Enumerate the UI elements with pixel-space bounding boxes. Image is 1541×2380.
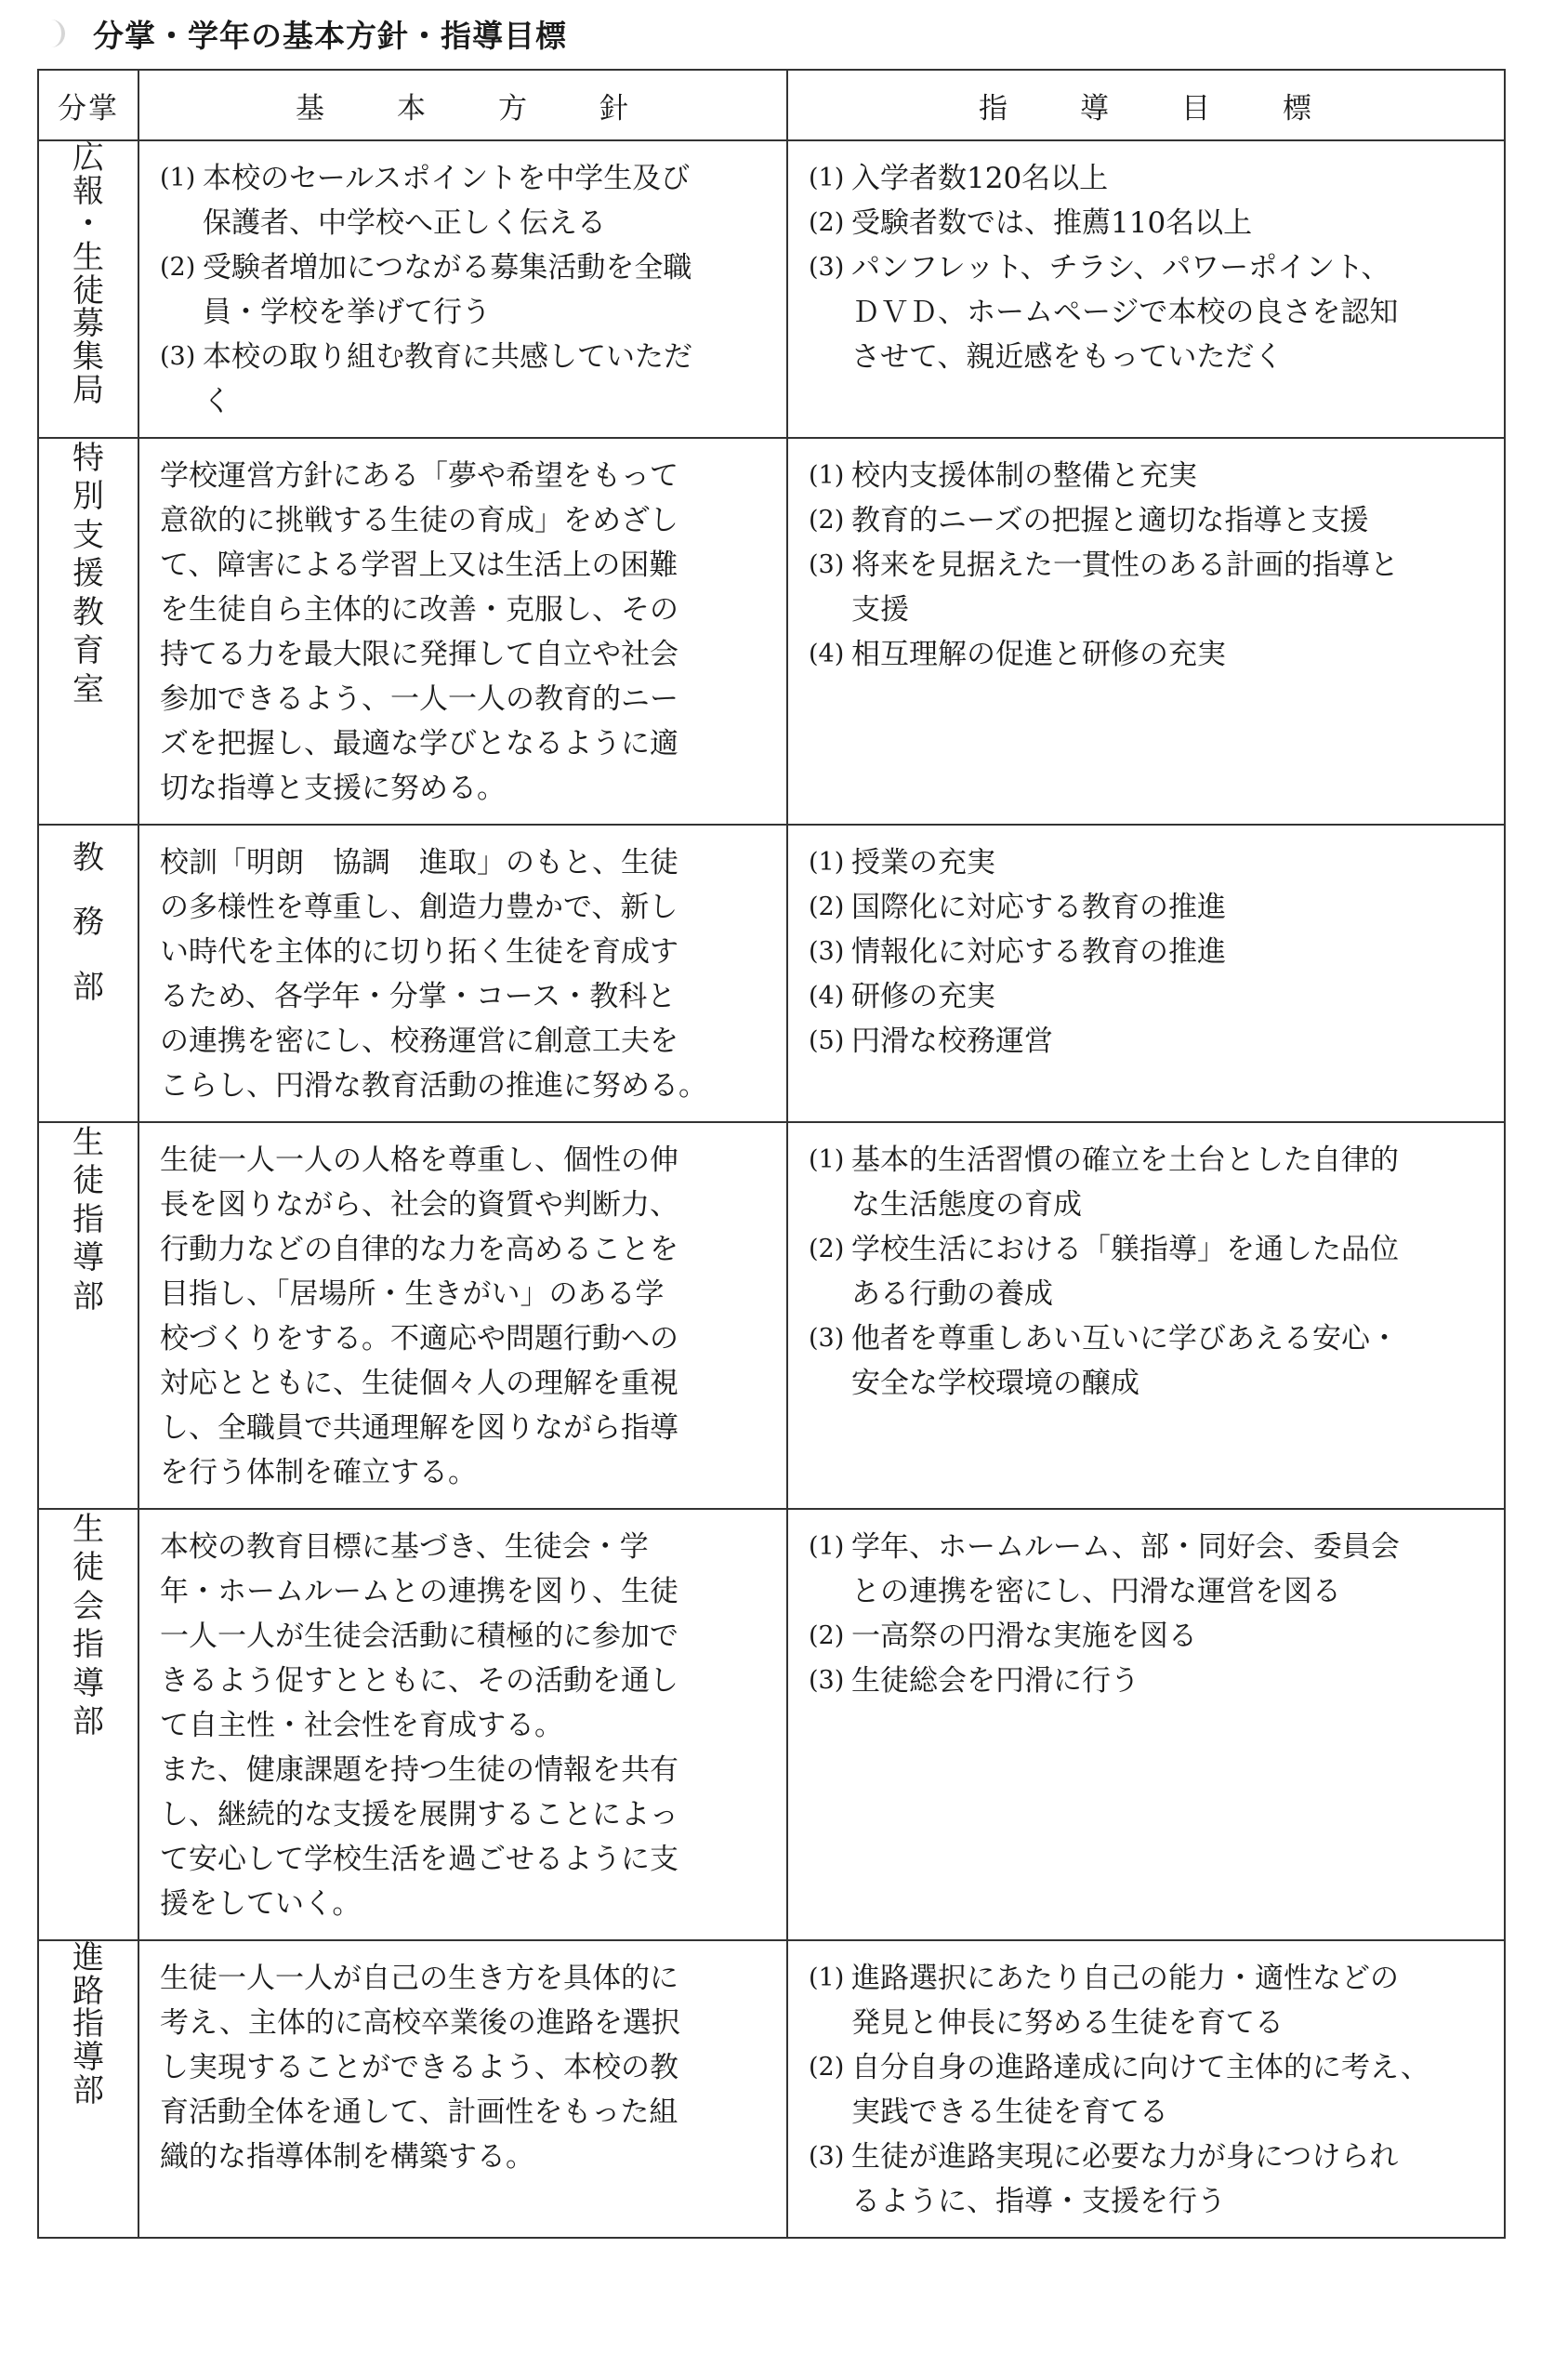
item-line: 情報化に対応する教育の推進 xyxy=(851,935,1226,969)
page-heading xyxy=(37,6,567,61)
dept-char: ・ xyxy=(72,205,104,244)
policy-line: 校づくりをする。不適応や問題行動への xyxy=(160,1322,678,1355)
item-text xyxy=(851,156,1487,201)
dept-char: 生 xyxy=(72,1124,104,1161)
dept-char: 路 xyxy=(72,1972,104,2010)
policy-cell xyxy=(138,1940,787,2238)
policy-line: こらし、円滑な教育活動の推進に努める。 xyxy=(160,1069,707,1103)
item-text xyxy=(851,885,1487,930)
dept-char: 指 xyxy=(72,2005,104,2043)
item-text xyxy=(851,1019,1487,1064)
goal-item xyxy=(809,1614,1487,1659)
goal-item xyxy=(809,1659,1487,1703)
dept-char: 導 xyxy=(72,1664,104,1702)
dept-name xyxy=(72,440,104,709)
goal-item xyxy=(809,1019,1487,1064)
dept-char: 支 xyxy=(72,516,104,554)
item-number: (3) xyxy=(809,1324,845,1353)
item-number: (3) xyxy=(809,2142,845,2171)
item-text xyxy=(851,454,1487,498)
item-number: (3) xyxy=(809,937,845,966)
item-text xyxy=(851,1138,1487,1227)
item-number: (1) xyxy=(809,1964,845,1992)
policy-item xyxy=(160,156,770,245)
dept-char: 徒 xyxy=(72,1549,104,1587)
item-number: (4) xyxy=(809,640,845,668)
item-number: (1) xyxy=(809,164,845,192)
item-line: 教育的ニーズの把握と適切な指導と支援 xyxy=(851,504,1369,537)
policy-cell xyxy=(138,438,787,825)
policy-line: 年・ホームルームとの連携を図り、生徒 xyxy=(160,1575,678,1608)
goal-item xyxy=(809,840,1487,885)
goal-cell xyxy=(787,1509,1505,1940)
policy-line: 本校の教育目標に基づき、生徒会・学 xyxy=(160,1530,649,1564)
item-line: ＤＶＤ、ホームページで本校の良さを認知 xyxy=(851,296,1399,329)
dept-char: 指 xyxy=(72,1626,104,1664)
dept-char: 導 xyxy=(72,2039,104,2077)
policy-line: 参加できるよう、一人一人の教育的ニー xyxy=(160,682,678,716)
dept-char: 部 xyxy=(72,1703,104,1741)
item-line: 生徒総会を円滑に行う xyxy=(851,1664,1139,1698)
item-number: (3) xyxy=(160,342,196,371)
item-line: ある行動の養成 xyxy=(851,1277,1053,1311)
dept-char: 生 xyxy=(72,1511,104,1548)
item-line: 相互理解の促進と研修の充実 xyxy=(851,638,1226,671)
dept-cell xyxy=(38,1940,138,2238)
policy-line: て安心して学校生活を過ごせるように支 xyxy=(160,1843,678,1876)
policy-line: 学校運営方針にある「夢や希望をもって xyxy=(160,459,678,493)
goal-item xyxy=(809,543,1487,632)
item-text xyxy=(851,1316,1487,1406)
item-line: 研修の充実 xyxy=(851,980,995,1013)
goal-cell xyxy=(787,825,1505,1122)
dept-char: 広 xyxy=(72,139,104,177)
dept-char: 教 xyxy=(72,593,104,631)
goal-item xyxy=(809,245,1487,379)
goal-cell xyxy=(787,1122,1505,1509)
item-number: (2) xyxy=(809,506,845,535)
item-text xyxy=(851,498,1487,543)
policy-line: 持てる力を最大限に発揮して自立や社会 xyxy=(160,638,678,671)
dept-char: 徒 xyxy=(72,1162,104,1200)
dept-cell xyxy=(38,825,138,1122)
page-title: 分掌・学年の基本方針・指導目標 xyxy=(93,17,567,54)
policy-line: 考え、主体的に高校卒業後の進路を選択 xyxy=(160,2006,680,2040)
item-number: (3) xyxy=(809,550,845,579)
item-line: な生活態度の育成 xyxy=(851,1188,1082,1222)
policy-line: 育活動全体を通して、計画性をもった組 xyxy=(160,2096,678,2129)
dept-char: 援 xyxy=(72,555,104,593)
item-line: 発見と伸長に努める生徒を育てる xyxy=(851,2006,1284,2040)
policy-line: 切な指導と支援に努める。 xyxy=(160,772,506,805)
goal-item xyxy=(809,156,1487,201)
item-line: 生徒が進路実現に必要な力が身につけられ xyxy=(851,2140,1399,2174)
item-number: (2) xyxy=(160,253,196,282)
item-number: (2) xyxy=(809,892,845,921)
dept-char: 特 xyxy=(72,440,104,477)
goal-cell xyxy=(787,140,1505,438)
item-line: 保護者、中学校へ正しく伝える xyxy=(203,206,606,240)
item-line: 将来を見据えた一貫性のある計画的指導と xyxy=(851,549,1399,582)
item-line: との連携を密にし、円滑な運営を図る xyxy=(851,1575,1341,1608)
item-line: 進路選択にあたり自己の能力・適性などの xyxy=(851,1962,1399,1995)
item-text xyxy=(203,156,770,245)
policy-line: 対応とともに、生徒個々人の理解を重視 xyxy=(160,1367,678,1400)
policy-line: い時代を主体的に切り拓く生徒を育成す xyxy=(160,935,678,969)
item-number: (5) xyxy=(809,1026,845,1055)
policy-cell xyxy=(138,1509,787,1940)
dept-char: 育 xyxy=(72,632,104,670)
goal-item xyxy=(809,2045,1487,2135)
dept-char: 進 xyxy=(72,1939,104,1977)
policy-line: を生徒自ら主体的に改善・克服し、その xyxy=(160,593,678,627)
policy-line: また、健康課題を持つ生徒の情報を共有 xyxy=(160,1753,678,1787)
item-text xyxy=(851,1659,1487,1703)
policy-line: し、継続的な支援を展開することによっ xyxy=(160,1798,678,1831)
item-line: 員・学校を挙げて行う xyxy=(203,296,491,329)
policy-line: 生徒一人一人の人格を尊重し、個性の伸 xyxy=(160,1144,678,1177)
policy-line: て自主性・社会性を育成する。 xyxy=(160,1709,563,1742)
goal-item xyxy=(809,1227,1487,1316)
dept-char: 部 xyxy=(72,2071,104,2109)
dept-char: 報 xyxy=(72,172,104,210)
dept-char: 集 xyxy=(72,338,104,377)
item-line: 受験者数では、推薦110名以上 xyxy=(851,206,1253,240)
item-line: 校内支援体制の整備と充実 xyxy=(851,459,1197,493)
policy-line: 目指し、「居場所・生きがい」のある学 xyxy=(160,1277,665,1311)
item-line: 支援 xyxy=(851,593,909,627)
table-row xyxy=(38,825,1505,1122)
item-line: 円滑な校務運営 xyxy=(851,1025,1053,1058)
item-text xyxy=(851,1956,1487,2045)
table-row xyxy=(38,140,1505,438)
item-number: (1) xyxy=(809,461,845,490)
dept-name xyxy=(72,139,104,409)
goal-item xyxy=(809,1956,1487,2045)
item-line: パンフレット、チラシ、パワーポイント、 xyxy=(851,251,1390,284)
item-line: 学年、ホームルーム、部・同好会、委員会 xyxy=(851,1530,1400,1564)
policy-text xyxy=(160,1525,770,1926)
dept-cell xyxy=(38,140,138,438)
dept-char: 徒 xyxy=(72,271,104,310)
goal-cell xyxy=(787,1940,1505,2238)
item-text xyxy=(851,840,1487,885)
item-text xyxy=(851,1614,1487,1659)
goal-item xyxy=(809,930,1487,974)
item-line: 自分自身の進路達成に向けて主体的に考え、 xyxy=(851,2051,1429,2084)
item-line: 受験者増加につながる募集活動を全職 xyxy=(203,251,692,284)
dept-char: 務 xyxy=(72,904,104,942)
goal-item xyxy=(809,1316,1487,1406)
item-line: 実践できる生徒を育てる xyxy=(851,2096,1168,2129)
dept-name xyxy=(72,826,104,1020)
item-number: (4) xyxy=(809,982,845,1011)
item-line: 入学者数120名以上 xyxy=(851,162,1109,195)
item-line: 一高祭の円滑な実施を図る xyxy=(851,1620,1197,1653)
item-line: 学校生活における「躾指導」を通した品位 xyxy=(851,1233,1399,1266)
policy-line: て、障害による学習上又は生活上の困難 xyxy=(160,549,678,582)
dept-char: 部 xyxy=(72,968,104,1006)
dept-name xyxy=(72,1511,104,1742)
policy-line: し、全職員で共通理解を図りながら指導 xyxy=(160,1411,678,1445)
goal-item xyxy=(809,454,1487,498)
table-row xyxy=(38,1509,1505,1940)
dept-char: 室 xyxy=(72,670,104,708)
goal-item xyxy=(809,201,1487,245)
policy-line: 織的な指導体制を構築する。 xyxy=(160,2140,534,2174)
dept-name xyxy=(72,1939,104,2109)
policy-line: の連携を密にし、校務運営に創意工夫を xyxy=(160,1025,678,1058)
item-text xyxy=(851,2045,1487,2135)
item-line: 本校の取り組む教育に共感していただ xyxy=(203,340,692,374)
item-text xyxy=(851,974,1487,1019)
policy-text xyxy=(160,1138,770,1495)
item-number: (3) xyxy=(809,253,845,282)
item-text xyxy=(203,335,770,424)
policy-line: 一人一人が生徒会活動に積極的に参加で xyxy=(160,1620,678,1653)
item-text xyxy=(851,1525,1487,1614)
item-text xyxy=(851,930,1487,974)
item-line: 他者を尊重しあい互いに学びあえる安心・ xyxy=(851,1322,1399,1355)
dept-char: 生 xyxy=(72,239,104,277)
item-number: (2) xyxy=(809,208,845,237)
policy-text xyxy=(160,1956,770,2179)
dept-char: 別 xyxy=(72,478,104,516)
goal-item xyxy=(809,498,1487,543)
item-text xyxy=(851,245,1487,379)
goal-item xyxy=(809,885,1487,930)
item-line: させて、親近感をもっていただく xyxy=(851,340,1284,374)
goal-item xyxy=(809,632,1487,677)
table-row xyxy=(38,438,1505,825)
item-line: 授業の充実 xyxy=(851,846,995,879)
policy-line: の多様性を尊重し、創造力豊かで、新し xyxy=(160,891,678,924)
header-goal: 指 導 目 標 xyxy=(787,70,1505,140)
item-number: (2) xyxy=(809,1621,845,1650)
item-number: (2) xyxy=(809,2053,845,2082)
header-policy: 基 本 方 針 xyxy=(138,70,787,140)
policy-line: 行動力などの自律的な力を高めることを xyxy=(160,1233,678,1266)
table-row xyxy=(38,1940,1505,2238)
item-number: (2) xyxy=(809,1235,845,1263)
goal-item xyxy=(809,1138,1487,1227)
table-row xyxy=(38,1122,1505,1509)
item-line: 国際化に対応する教育の推進 xyxy=(851,891,1226,924)
item-text xyxy=(851,543,1487,632)
policy-line: を行う体制を確立する。 xyxy=(160,1456,477,1489)
item-text xyxy=(851,632,1487,677)
item-line: く xyxy=(203,385,231,418)
item-text xyxy=(851,1227,1487,1316)
policy-table xyxy=(37,69,1506,2239)
policy-text xyxy=(160,454,770,811)
goal-cell xyxy=(787,438,1505,825)
dept-cell xyxy=(38,1509,138,1940)
item-line: 安全な学校環境の醸成 xyxy=(851,1367,1139,1400)
policy-item xyxy=(160,245,770,335)
policy-line: きるよう促すとともに、その活動を通し xyxy=(160,1664,678,1698)
policy-line: 意欲的に挑戦する生徒の育成」をめざし xyxy=(160,504,678,537)
policy-line: し実現することができるよう、本校の教 xyxy=(160,2051,678,2084)
dept-char: 部 xyxy=(72,1277,104,1316)
goal-item xyxy=(809,1525,1487,1614)
item-number: (1) xyxy=(160,164,196,192)
policy-line: 校訓「明朗 協調 進取」のもと、生徒 xyxy=(160,846,678,879)
table-header-row xyxy=(38,70,1505,140)
header-dept: 分掌 xyxy=(38,70,138,140)
policy-line: 援をしていく。 xyxy=(160,1887,362,1921)
goal-item xyxy=(809,974,1487,1019)
policy-text xyxy=(160,840,770,1108)
item-number: (3) xyxy=(809,1666,845,1695)
policy-line: 長を図りながら、社会的資質や判断力、 xyxy=(160,1188,678,1222)
dept-char: 会 xyxy=(72,1587,104,1625)
dept-char: 局 xyxy=(72,371,104,409)
policy-line: るため、各学年・分掌・コース・教科と xyxy=(160,980,677,1013)
item-text xyxy=(203,245,770,335)
policy-item xyxy=(160,335,770,424)
item-text xyxy=(851,201,1487,245)
policy-cell xyxy=(138,140,787,438)
item-number: (1) xyxy=(809,1532,845,1561)
item-number: (1) xyxy=(809,848,845,877)
policy-line: 生徒一人一人が自己の生き方を具体的に xyxy=(160,1962,678,1995)
dept-char: 導 xyxy=(72,1239,104,1277)
dept-char: 募 xyxy=(72,305,104,343)
dept-name xyxy=(72,1124,104,1316)
policy-cell xyxy=(138,1122,787,1509)
item-line: 基本的生活習慣の確立を土台とした自律的 xyxy=(851,1144,1399,1177)
goal-item xyxy=(809,2135,1487,2224)
item-number: (1) xyxy=(809,1145,845,1174)
dept-cell xyxy=(38,1122,138,1509)
item-line: 本校のセールスポイントを中学生及び xyxy=(203,162,691,195)
policy-cell xyxy=(138,825,787,1122)
dept-cell xyxy=(38,438,138,825)
heading-bullet-icon xyxy=(37,20,65,47)
dept-char: 指 xyxy=(72,1200,104,1238)
item-line: るように、指導・支援を行う xyxy=(851,2185,1226,2218)
item-text xyxy=(851,2135,1487,2224)
dept-char: 教 xyxy=(72,840,104,877)
policy-line: ズを把握し、最適な学びとなるように適 xyxy=(160,727,678,760)
